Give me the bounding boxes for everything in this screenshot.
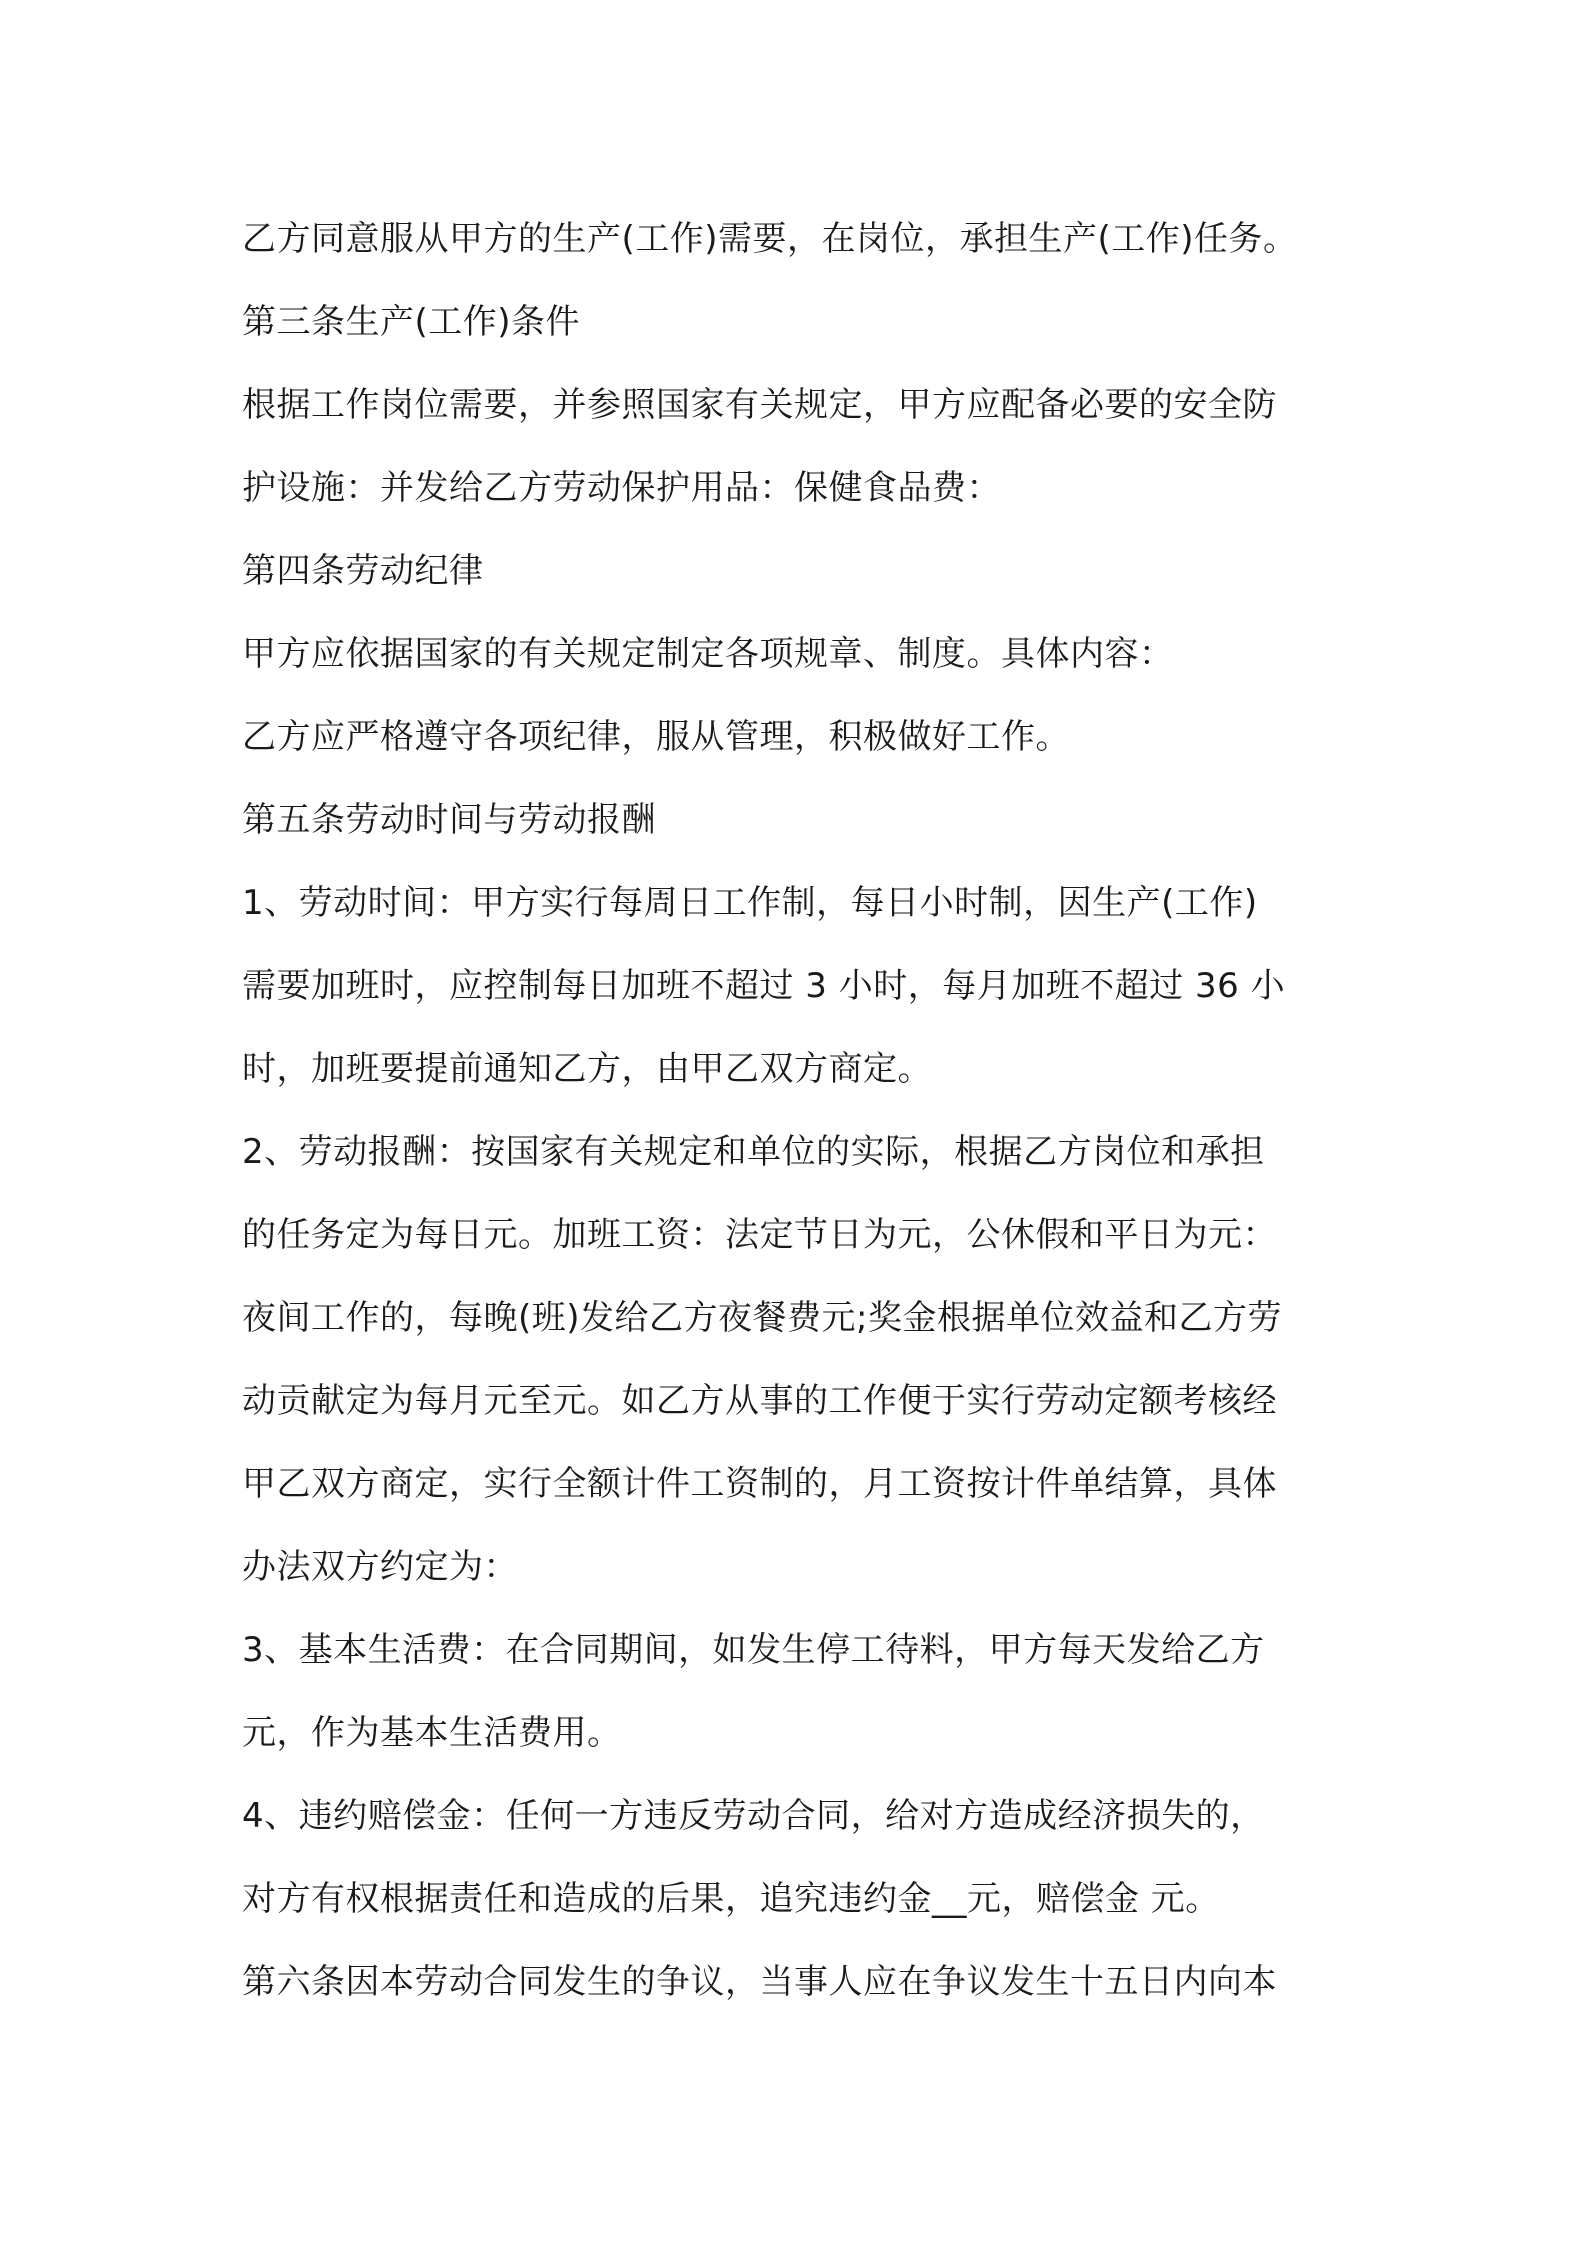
- text-line: 夜间工作的，每晚(班)发给乙方夜餐费元;奖金根据单位效益和乙方劳: [242, 1298, 1282, 1338]
- text-line: 根据工作岗位需要，并参照国家有关规定，甲方应配备必要的安全防: [242, 385, 1277, 425]
- text-line: 3、基本生活费：在合同期间，如发生停工待料，甲方每天发给乙方: [242, 1630, 1265, 1670]
- text-line: 需要加班时，应控制每日加班不超过 3 小时，每月加班不超过 36 小: [242, 966, 1286, 1006]
- text-line: 护设施：并发给乙方劳动保护用品：保健食品费：: [242, 468, 1001, 508]
- text-line: 的任务定为每日元。加班工资：法定节日为元，公休假和平日为元：: [242, 1215, 1277, 1255]
- text-line: 1、劳动时间：甲方实行每周日工作制，每日小时制，因生产(工作): [242, 883, 1258, 923]
- text-line: 办法双方约定为：: [242, 1547, 518, 1587]
- text-line: 乙方同意服从甲方的生产(工作)需要，在岗位，承担生产(工作)任务。: [242, 219, 1298, 259]
- text-line: 动贡献定为每月元至元。如乙方从事的工作便于实行劳动定额考核经: [242, 1381, 1277, 1421]
- text-line: 甲方应依据国家的有关规定制定各项规章、制度。具体内容：: [242, 634, 1174, 674]
- text-line: 乙方应严格遵守各项纪律，服从管理，积极做好工作。: [242, 717, 1070, 757]
- text-line: 元，作为基本生活费用。: [242, 1713, 622, 1753]
- section-heading: 第三条生产(工作)条件: [242, 302, 581, 342]
- text-line: 对方有权根据责任和造成的后果，追究违约金__元，赔偿金 元。: [242, 1879, 1220, 1919]
- text-line: 第六条因本劳动合同发生的争议，当事人应在争议发生十五日内向本: [242, 1962, 1277, 2002]
- text-line: 时，加班要提前通知乙方，由甲乙双方商定。: [242, 1049, 932, 1089]
- text-line: 甲乙双方商定，实行全额计件工资制的，月工资按计件单结算，具体: [242, 1464, 1277, 1504]
- text-line: 2、劳动报酬：按国家有关规定和单位的实际，根据乙方岗位和承担: [242, 1132, 1265, 1172]
- section-heading: 第五条劳动时间与劳动报酬: [242, 800, 656, 840]
- document-body: [242, 198, 1362, 2024]
- text-line: 4、违约赔偿金：任何一方违反劳动合同，给对方造成经济损失的，: [242, 1796, 1265, 1836]
- section-heading: 第四条劳动纪律: [242, 551, 484, 591]
